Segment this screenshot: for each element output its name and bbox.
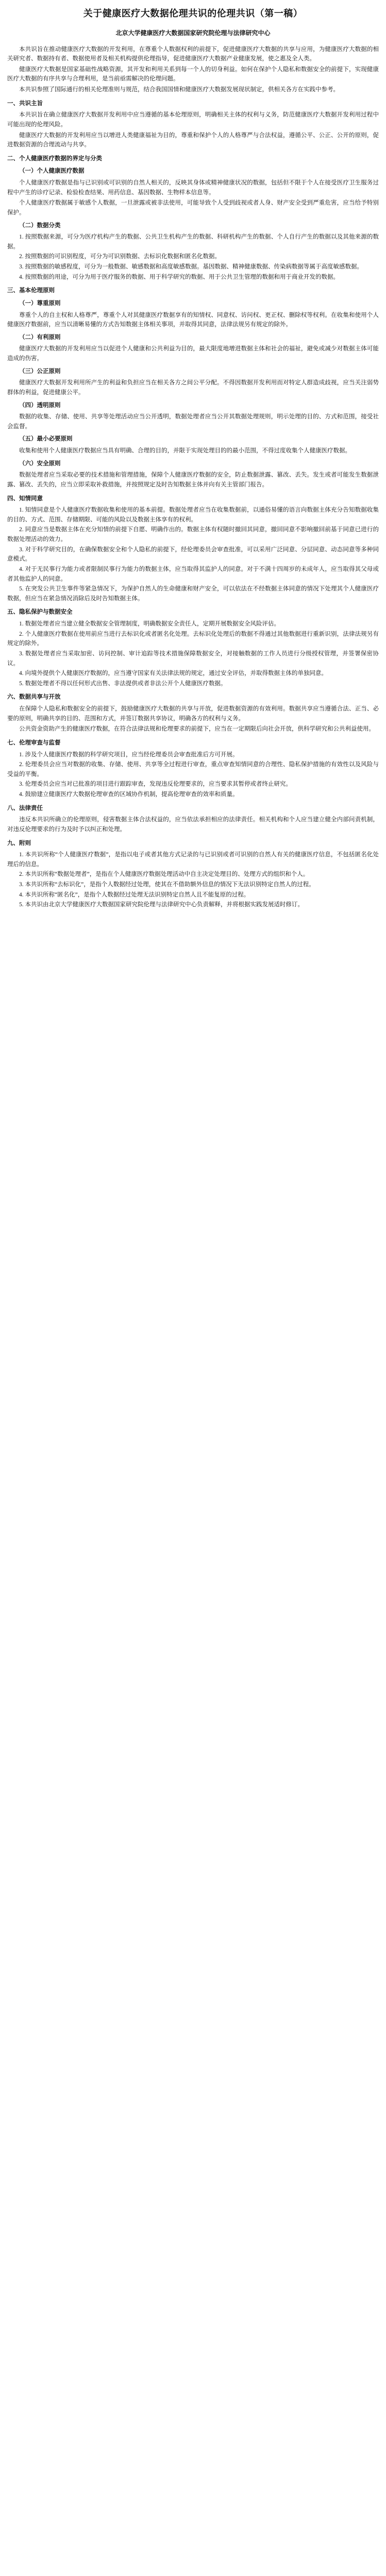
list-item: 2. 个人健康医疗数据在使用前应当进行去标识化或者匿名化处理。去标识化处理后的数据不得通过其他数据进行重新识别，法律法规另有规定的除外。: [7, 631, 379, 647]
section-heading: 六、数据共享与开放: [7, 694, 61, 701]
list-item: 1. 涉及个人健康医疗数据的科学研究项目，应当经伦理委员会审查批准后方可开展。: [19, 751, 239, 758]
document-body: [7, 99, 379, 910]
subsection-heading: （三）公正原则: [19, 368, 61, 375]
paragraph: 个人健康医疗数据属于敏感个人数据，一旦泄露或被非法使用，可能导致个人受到歧视或者人身、财产安全受到严重危害，应当给予特别保护。: [7, 200, 379, 216]
document-title: 关于健康医疗大数据伦理共识的伦理共识（第一稿）: [83, 8, 303, 19]
paragraph: 健康医疗大数据是国家基础性战略资源，其开发和利用关系到每一个人的切身利益。如何在保护个人隐私和数据安全的前提下，实现健康医疗大数据的有序共享与合理利用，是当前亟需解决的伦理问题。: [7, 66, 379, 82]
paragraph: 本共识旨在推动健康医疗大数据的开发利用，在尊重个人数据权利的前提下，促进健康医疗大数据的共享与应用，为健康医疗大数据的相关研究者、数据持有者、数据使用者及相关机构提供伦理指导，促进健康医疗大数据产业健康发展，使之惠及全人类。: [7, 46, 379, 62]
list-item: 4. 按照数据的用途，可分为用于医疗服务的数据、用于科学研究的数据、用于公共卫生管理的数据和用于商业开发的数据。: [19, 274, 339, 280]
list-item: 4. 本共识所称“匿名化”，是指个人数据经过处理无法识别特定自然人且不能复原的过程。: [19, 891, 250, 898]
paragraph: 健康医疗大数据的开发利用应当以促进个人健康和公共利益为目的，最大限度地增进数据主体和社会的福祉，避免或减少对数据主体可能造成的伤害。: [7, 346, 379, 362]
section-heading: 七、伦理审查与监督: [7, 739, 61, 746]
subsection-heading: （一）尊重原则: [19, 300, 61, 307]
list-item: 2. 本共识所称“数据处理者”，是指在个人健康医疗数据处理活动中自主决定处理目的、处理方式的组织和个人。: [19, 871, 309, 878]
paragraph: 收集和使用个人健康医疗数据应当具有明确、合理的目的，并限于实现处理目的的最小范围，不得过度收集个人健康医疗数据。: [19, 448, 351, 454]
subsection-heading: （五）最小必要原则: [19, 436, 73, 443]
list-item: 3. 数据处理者应当采取加密、访问控制、审计追踪等技术措施保障数据安全，对接触数据的工作人员进行分级授权管理，并签署保密协议。: [7, 650, 379, 667]
list-item: 2. 按照数据的可识别程度，可分为可识别数据、去标识化数据和匿名化数据。: [19, 253, 221, 260]
paragraph: 个人健康医疗数据是指与已识别或可识别的自然人相关的，反映其身体或精神健康状况的数据，包括但不限于个人在接受医疗卫生服务过程中产生的诊疗记录、检验检查结果、用药信息、基因数据、生物样本信息等。: [7, 180, 379, 196]
list-item: 3. 对于科学研究目的，在确保数据安全和个人隐私的前提下，经伦理委员会审查批准，可以采用广泛同意、分层同意、动态同意等多种同意模式。: [7, 546, 379, 563]
list-item: 1. 数据处理者应当建立健全数据安全管理制度，明确数据安全责任人，定期开展数据安全风险评估。: [19, 621, 280, 628]
section-heading: 三、基本伦理原则: [7, 287, 55, 294]
section-heading: 八、法律责任: [7, 805, 43, 811]
list-item: 3. 按照数据的敏感程度，可分为一般数据、敏感数据和高度敏感数据。基因数据、精神健康数据、传染病数据等属于高度敏感数据。: [19, 264, 363, 270]
list-item: 4. 向境外提供个人健康医疗数据的，应当遵守国家有关法律法规的规定，通过安全评估，并取得数据主体的单独同意。: [19, 670, 327, 677]
list-item: 2. 同意应当是数据主体在充分知情的前提下自愿、明确作出的。数据主体有权随时撤回其同意，撤回同意不影响撤回前基于同意已进行的数据处理活动的效力。: [7, 527, 379, 543]
list-item: 1. 本共识所称“个人健康医疗数据”，是指以电子或者其他方式记录的与已识别或者可识别的自然人有关的健康医疗信息，不包括匿名化处理后的信息。: [7, 852, 379, 868]
paragraph: 本共识参照了国际通行的相关伦理准则与规范，结合我国国情和健康医疗大数据发展现状制定，供相关各方在实践中参考。: [19, 87, 339, 93]
document-authors: 北京大学健康医疗大数据国家研究院伦理与法律研究中心: [115, 29, 271, 37]
paragraph: 违反本共识所确立的伦理原则，侵害数据主体合法权益的，应当依法承担相应的法律责任。相关机构和个人应当建立健全内部问责机制，对违反伦理要求的行为及时予以纠正和处理。: [7, 817, 379, 833]
paragraph: 健康医疗大数据的开发利用应当以增进人类健康福祉为目的，尊重和保护个人的人格尊严与合法权益，遵循公平、公正、公开的原则，促进数据资源的合理流动与共享。: [7, 132, 379, 148]
section-heading: 五、隐私保护与数据安全: [7, 609, 73, 616]
section-heading: 二、个人健康医疗数据的界定与分类: [7, 155, 102, 162]
subsection-heading: （二）数据分类: [19, 222, 61, 229]
section-heading: 四、知情同意: [7, 495, 43, 502]
paragraph: 数据处理者应当采取必要的技术措施和管理措施，保障个人健康医疗数据的安全，防止数据泄露、篡改、丢失。发生或者可能发生数据泄露、篡改、丢失的，应当立即采取补救措施，并按照规定及时告知数据主体并向有关主管部门报告。: [7, 472, 379, 488]
section-heading: 一、共识主旨: [7, 100, 43, 107]
paragraph: 在保障个人隐私和数据安全的前提下，鼓励健康医疗大数据的共享与开放，促进数据资源的有效利用。数据共享应当遵循合法、正当、必要的原则，明确共享的目的、范围和方式，并签订数据共享协议，明确各方的权利与义务。: [7, 706, 379, 722]
paragraph: 尊重个人的自主权和人格尊严，尊重个人对其健康医疗数据享有的知情权、同意权、访问权、更正权、删除权等权利。在收集和使用个人健康医疗数据前，应当以清晰易懂的方式告知数据主体相关事项，并取得其同意，法律法规另有规定的除外。: [7, 312, 379, 328]
list-item: 3. 本共识所称“去标识化”，是指个人数据经过处理，使其在不借助额外信息的情况下无法识别特定自然人的过程。: [19, 882, 315, 888]
list-item: 1. 按照数据来源，可分为医疗机构产生的数据、公共卫生机构产生的数据、科研机构产生的数据、个人自行产生的数据以及其他来源的数据。: [7, 234, 379, 250]
subsection-heading: （二）有利原则: [19, 334, 61, 341]
intro-section: [7, 45, 379, 95]
list-item: 3. 伦理委员会应当对已批准的项目进行跟踪审查，发现违反伦理要求的，应当要求其暂停或者终止研究。: [19, 781, 292, 788]
list-item: 5. 本共识由北京大学健康医疗大数据国家研究院伦理与法律研究中心负责解释，并将根据实践发展适时修订。: [19, 902, 304, 908]
list-item: 4. 鼓励建立健康医疗大数据伦理审查的区域协作机制，提高伦理审查的效率和质量。: [19, 791, 239, 798]
paragraph: 数据的收集、存储、使用、共享等处理活动应当公开透明，数据处理者应当公开其数据处理规则，明示处理的目的、方式和范围，接受社会监督。: [7, 414, 379, 430]
list-item: 4. 对于无民事行为能力或者限制民事行为能力的数据主体，应当取得其监护人的同意。对于不满十四周岁的未成年人，应当取得其父母或者其他监护人的同意。: [7, 566, 379, 582]
section-heading: 九、附则: [7, 840, 31, 846]
subsection-heading: （六）安全原则: [19, 460, 61, 467]
document-page: [0, 0, 386, 921]
subsection-heading: （四）透明原则: [19, 402, 61, 409]
paragraph: 健康医疗大数据开发利用所产生的利益和负担应当在相关各方之间公平分配。不得因数据开发利用而对特定人群造成歧视，应当关注弱势群体的利益，促进健康公平。: [7, 380, 379, 396]
list-item: 2. 伦理委员会应当对数据的收集、存储、使用、共享等全过程进行审查，重点审查知情同意的合理性、隐私保护措施的有效性以及风险与受益的平衡。: [7, 761, 379, 777]
paragraph: 本共识旨在确立健康医疗大数据开发利用中应当遵循的基本伦理原则，明确相关主体的权利与义务，防范健康医疗大数据开发利用过程中可能出现的伦理风险。: [7, 112, 379, 128]
subsection-heading: （一）个人健康医疗数据: [19, 168, 85, 175]
list-item: 5. 在突发公共卫生事件等紧急情况下，为保护自然人的生命健康和财产安全，可以依法在不经数据主体同意的情况下处理其个人健康医疗数据，但应当在紧急情况消除后及时告知数据主体。: [7, 586, 379, 602]
list-item: 1. 知情同意是个人健康医疗数据收集和使用的基本前提。数据处理者应当在收集数据前，以通俗易懂的语言向数据主体充分告知数据收集的目的、方式、范围、存储期限、可能的风险以及数据主体享有的权利。: [7, 507, 379, 523]
paragraph: 公共资金资助产生的健康医疗数据，在符合法律法规和伦理要求的前提下，应当在一定期限后向社会开放，供科学研究和公共利益使用。: [19, 726, 375, 733]
list-item: 5. 数据处理者不得以任何形式出售、非法提供或者非法公开个人健康医疗数据。: [19, 680, 227, 687]
